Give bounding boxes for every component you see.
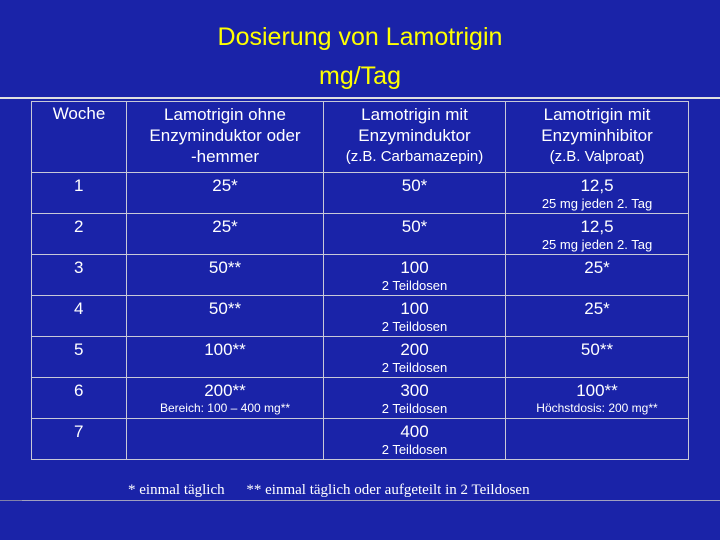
week-number: 3 [74, 258, 84, 277]
dose-with-inducer-cell [324, 173, 506, 214]
dose-without-modifier-cell [127, 296, 324, 337]
title-line-1: Dosierung von Lamotrigin [217, 23, 503, 51]
title-line-2: mg/Tag [319, 62, 401, 90]
header-week [32, 102, 127, 173]
dose-with-inhibitor-note: Höchstdosis: 200 mg** [536, 401, 658, 415]
dosage-table [31, 101, 689, 460]
table-row [32, 296, 689, 337]
dose-with-inhibitor-value [506, 419, 688, 422]
dose-with-inhibitor-cell [506, 378, 689, 419]
dose-without-modifier-cell [127, 214, 324, 255]
dose-without-modifier-cell [127, 173, 324, 214]
header-without-modifier [127, 102, 324, 173]
dose-with-inhibitor-value: 50** [580, 340, 614, 359]
footnote-double: ** einmal täglich oder aufgeteilt in 2 Teildosen [246, 482, 530, 498]
header-col1-line3: -hemmer [190, 147, 259, 166]
week-cell [32, 214, 127, 255]
dose-with-inhibitor-cell [506, 337, 689, 378]
dose-without-modifier-value [127, 419, 323, 422]
footnote [128, 482, 530, 499]
dose-without-modifier-value: 50** [208, 299, 242, 318]
dose-with-inducer-cell [324, 378, 506, 419]
dose-with-inducer-value: 100 [400, 299, 429, 318]
dose-with-inducer-cell [324, 255, 506, 296]
dose-with-inducer-value: 300 [400, 381, 429, 400]
dose-without-modifier-cell [127, 255, 324, 296]
dose-with-inducer-value: 50* [401, 176, 428, 195]
table-row [32, 419, 689, 460]
dose-without-modifier-note: Bereich: 100 – 400 mg** [159, 401, 291, 415]
dose-with-inducer-value: 100 [400, 258, 429, 277]
bottom-divider-left [0, 500, 22, 501]
header-col1-line1: Lamotrigin ohne [164, 105, 286, 124]
dose-with-inhibitor-cell [506, 255, 689, 296]
table-row [32, 173, 689, 214]
table-row [32, 378, 689, 419]
week-number: 5 [74, 340, 84, 359]
dose-with-inducer-note: 2 Teildosen [381, 360, 448, 375]
header-week-label: Woche [52, 104, 106, 123]
dose-with-inducer-note: 2 Teildosen [381, 401, 448, 416]
dose-with-inhibitor-cell [506, 419, 689, 460]
dose-with-inducer-note: 2 Teildosen [381, 278, 448, 293]
header-col3-line2: Enzyminhibitor [541, 126, 653, 145]
dose-with-inducer-note: 2 Teildosen [381, 319, 448, 334]
dose-without-modifier-value: 50** [208, 258, 242, 277]
week-number: 2 [74, 217, 84, 236]
week-number: 6 [74, 381, 84, 400]
dose-with-inducer-value: 50* [401, 217, 428, 236]
header-col2-line2: Enzyminduktor [358, 126, 471, 145]
footnote-single: * einmal täglich [128, 482, 225, 498]
dose-with-inhibitor-value: 12,5 [580, 217, 614, 236]
dose-without-modifier-cell [127, 419, 324, 460]
week-number: 7 [74, 422, 84, 441]
dose-with-inducer-cell [324, 214, 506, 255]
header-with-inducer [324, 102, 506, 173]
dose-with-inhibitor-value: 100** [576, 381, 618, 400]
dose-with-inducer-value: 200 [400, 340, 429, 359]
week-cell [32, 337, 127, 378]
header-col3-line1: Lamotrigin mit [543, 105, 651, 124]
dose-with-inducer-value: 400 [400, 422, 429, 441]
bottom-divider [22, 500, 720, 501]
week-cell [32, 296, 127, 337]
week-number: 1 [74, 176, 84, 195]
header-col1-line2: Enzyminduktor oder [149, 126, 301, 145]
slide-title [0, 22, 720, 91]
dose-with-inhibitor-cell [506, 296, 689, 337]
dose-with-inhibitor-value: 25* [584, 299, 610, 318]
header-col3-line3: (z.B. Valproat) [549, 148, 645, 165]
dose-without-modifier-cell [127, 378, 324, 419]
dose-with-inhibitor-note: 25 mg jeden 2. Tag [541, 196, 653, 211]
dose-with-inducer-cell [324, 419, 506, 460]
dose-without-modifier-value: 25* [212, 176, 238, 195]
table-row [32, 214, 689, 255]
week-cell [32, 173, 127, 214]
dose-with-inducer-note: 2 Teildosen [381, 442, 448, 457]
table-row [32, 255, 689, 296]
dose-without-modifier-value: 100** [204, 340, 246, 359]
header-col2-line3: (z.B. Carbamazepin) [345, 148, 484, 165]
dose-with-inducer-cell [324, 296, 506, 337]
dose-with-inhibitor-note: 25 mg jeden 2. Tag [541, 237, 653, 252]
table-header-row [32, 102, 689, 173]
table-row [32, 337, 689, 378]
dose-with-inhibitor-value: 12,5 [580, 176, 614, 195]
week-cell [32, 378, 127, 419]
dose-without-modifier-value: 25* [212, 217, 238, 236]
dose-without-modifier-cell [127, 337, 324, 378]
dose-without-modifier-value: 200** [204, 381, 246, 400]
dose-with-inducer-cell [324, 337, 506, 378]
dose-with-inhibitor-cell [506, 173, 689, 214]
week-cell [32, 419, 127, 460]
header-with-inhibitor [506, 102, 689, 173]
dose-with-inhibitor-cell [506, 214, 689, 255]
dose-with-inhibitor-value: 25* [584, 258, 610, 277]
header-col2-line1: Lamotrigin mit [361, 105, 468, 124]
top-divider [0, 97, 720, 99]
week-cell [32, 255, 127, 296]
week-number: 4 [74, 299, 84, 318]
